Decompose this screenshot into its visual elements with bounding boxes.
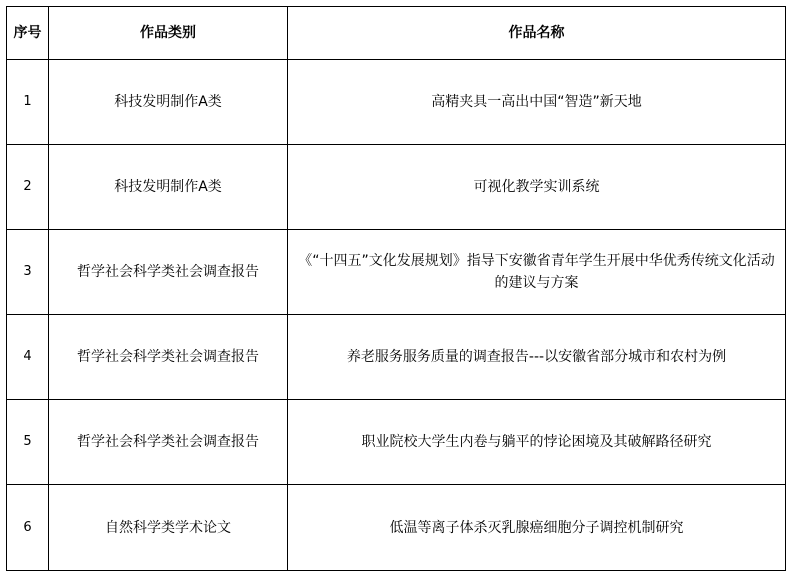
row-category: 哲学社会科学类社会调查报告 xyxy=(49,315,288,400)
row-category: 哲学社会科学类社会调查报告 xyxy=(49,230,288,315)
header-name: 作品名称 xyxy=(288,7,786,60)
row-number: 2 xyxy=(7,145,49,230)
row-number: 5 xyxy=(7,400,49,485)
row-name: 《“十四五”文化发展规划》指导下安徽省青年学生开展中华优秀传统文化活动的建议与方案 xyxy=(288,230,786,315)
row-category: 科技发明制作A类 xyxy=(49,145,288,230)
row-category: 哲学社会科学类社会调查报告 xyxy=(49,400,288,485)
row-number: 6 xyxy=(7,485,49,571)
table-row xyxy=(7,400,786,485)
row-number: 3 xyxy=(7,230,49,315)
table-row xyxy=(7,485,786,571)
row-number: 1 xyxy=(7,60,49,145)
table-row xyxy=(7,145,786,230)
table-row xyxy=(7,315,786,400)
works-table-container xyxy=(6,6,786,571)
row-name: 养老服务服务质量的调查报告---以安徽省部分城市和农村为例 xyxy=(288,315,786,400)
table-row xyxy=(7,60,786,145)
row-category: 科技发明制作A类 xyxy=(49,60,288,145)
row-name: 高精夹具一高出中国“智造”新天地 xyxy=(288,60,786,145)
header-number: 序号 xyxy=(7,7,49,60)
row-number: 4 xyxy=(7,315,49,400)
table-row xyxy=(7,230,786,315)
row-category: 自然科学类学术论文 xyxy=(49,485,288,571)
row-name: 职业院校大学生内卷与躺平的悖论困境及其破解路径研究 xyxy=(288,400,786,485)
row-name: 可视化教学实训系统 xyxy=(288,145,786,230)
works-table xyxy=(6,6,786,571)
header-category: 作品类别 xyxy=(49,7,288,60)
row-name: 低温等离子体杀灭乳腺癌细胞分子调控机制研究 xyxy=(288,485,786,571)
table-header-row xyxy=(7,7,786,60)
